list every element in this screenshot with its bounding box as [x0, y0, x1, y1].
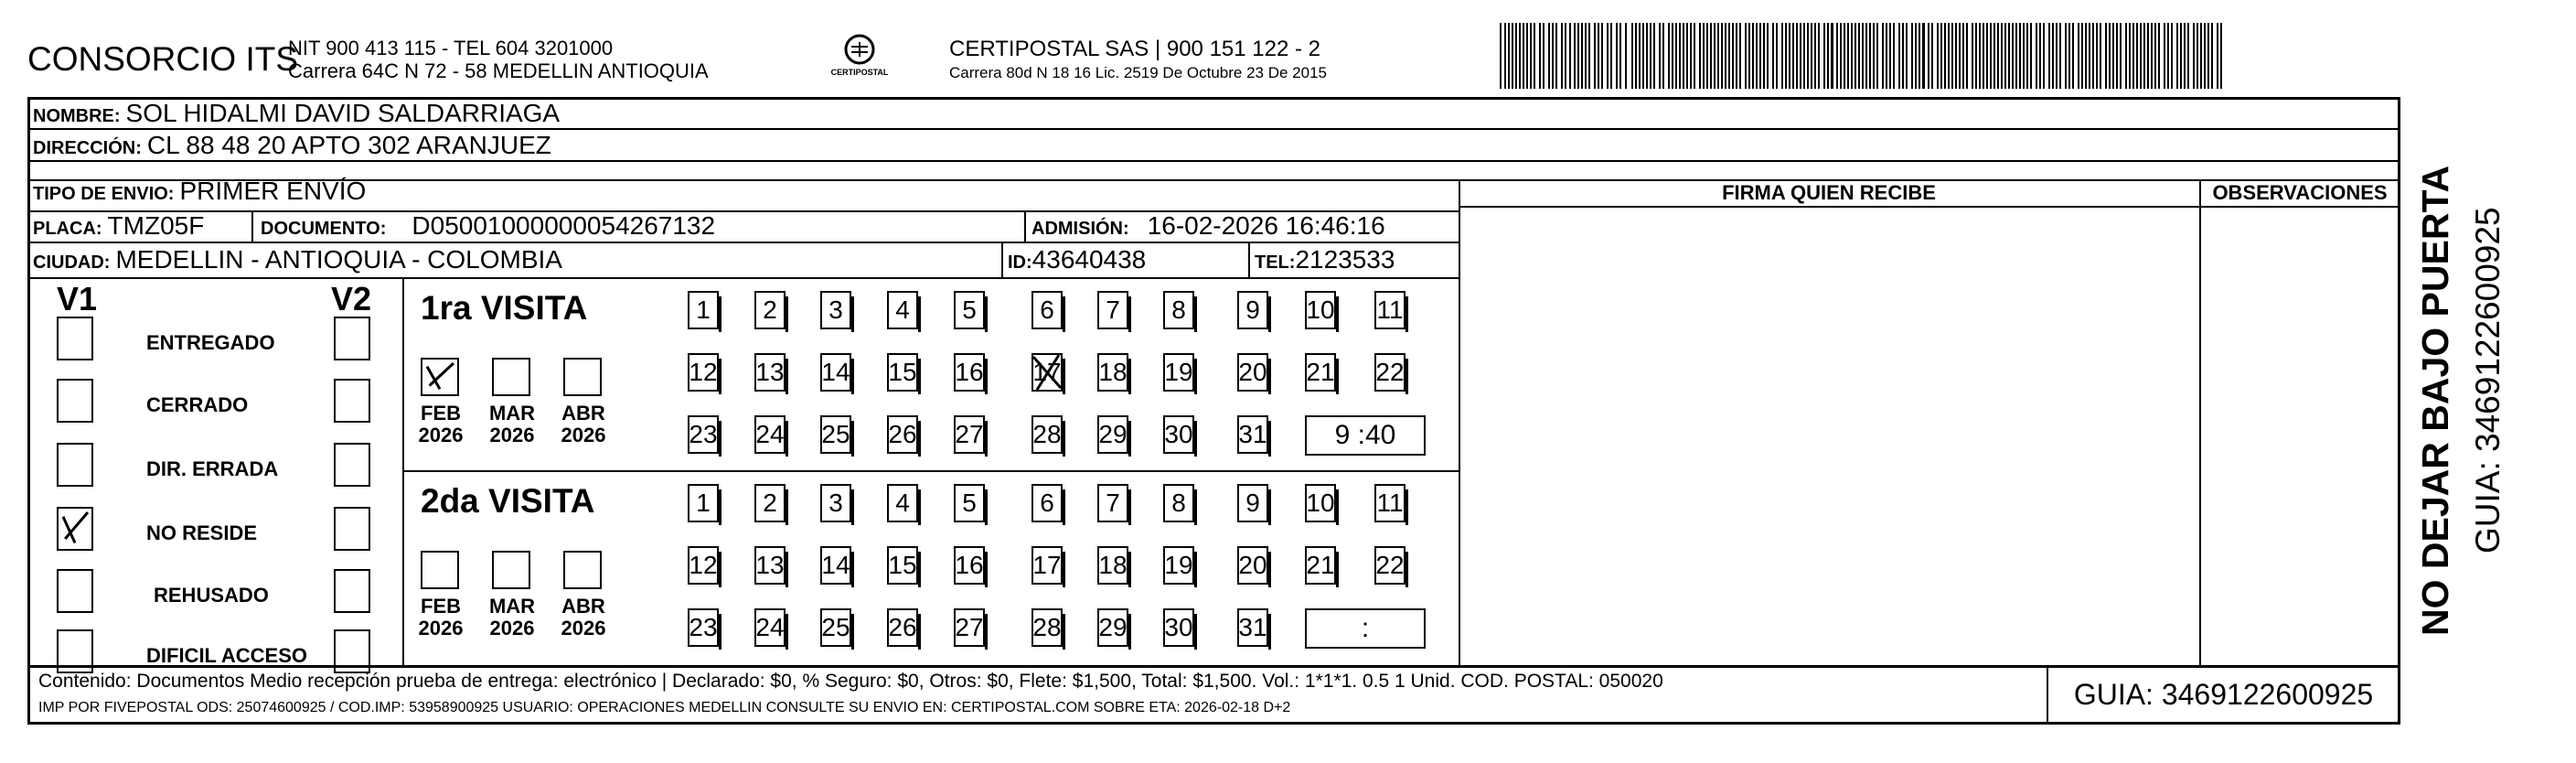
visit-0-month-0: FEB 2026 — [418, 402, 464, 446]
documento-value: D05001000000054267132 — [412, 211, 716, 240]
visit-1-day-18[interactable]: 18 — [1097, 546, 1128, 585]
visit-1-day-11[interactable]: 11 — [1374, 484, 1406, 522]
tel-field — [1255, 245, 1395, 274]
visit-1-day-30[interactable]: 30 — [1163, 608, 1194, 647]
visit-1-month-2: ABR 2026 — [561, 595, 606, 639]
visit-0-day-12[interactable]: 12 — [688, 353, 719, 392]
id-label: ID: — [1008, 253, 1032, 273]
visit-0-day-22[interactable]: 22 — [1374, 353, 1406, 392]
visit-1-day-10[interactable]: 10 — [1305, 484, 1336, 522]
visit-1-month-0: FEB 2026 — [418, 595, 464, 639]
company-nit: NIT 900 413 115 - TEL 604 3201000 — [288, 37, 614, 59]
admision-label: ADMISIÓN: — [1031, 219, 1129, 239]
visit-1-day-9[interactable]: 9 — [1237, 484, 1268, 522]
visit-0-day-26[interactable]: 26 — [887, 415, 918, 454]
v1-checkbox-3[interactable] — [57, 507, 93, 551]
check-mark-icon — [59, 509, 91, 549]
observaciones-header: OBSERVACIONES — [2212, 181, 2388, 204]
visit-1-day-3[interactable]: 3 — [820, 484, 851, 522]
visit-0-day-2[interactable]: 2 — [754, 291, 786, 329]
v2-checkbox-5[interactable] — [334, 629, 370, 673]
visit-0-day-31[interactable]: 31 — [1237, 415, 1268, 454]
visit-1-day-2[interactable]: 2 — [754, 484, 786, 522]
visit-1-day-20[interactable]: 20 — [1237, 546, 1268, 585]
v2-checkbox-1[interactable] — [334, 379, 370, 423]
id-value: 43640438 — [1031, 245, 1147, 274]
side-guia: GUIA: 3469122600925 — [2469, 207, 2507, 553]
visit-1-day-12[interactable]: 12 — [688, 546, 719, 585]
direccion-value: CL 88 48 20 APTO 302 ARANJUEZ — [146, 131, 551, 159]
tipo-value: PRIMER ENVÍO — [179, 177, 367, 205]
visit-0-day-4[interactable]: 4 — [887, 291, 918, 329]
visit-1-day-6[interactable]: 6 — [1031, 484, 1063, 522]
footer-contenido: Contenido: Documentos Medio recepción prueba de entrega: electrónico | Declarado: $0, % Seguro: $0, Otros: $0, Flete: $1,500, Total: $1,500. Vol.: 1*1*1. 0.5 1 Unid. COD. POSTAL: 050020 — [38, 671, 1663, 692]
visit-1-day-14[interactable]: 14 — [820, 546, 851, 585]
admision-field — [1031, 211, 1385, 241]
certipostal-logo-icon — [828, 29, 892, 89]
visit-0-day-13[interactable]: 13 — [754, 353, 786, 392]
firma-header: FIRMA QUIEN RECIBE — [1722, 181, 1936, 204]
visit-0-month-2: ABR 2026 — [561, 402, 606, 446]
footer-guia: GUIA: 3469122600925 — [2073, 678, 2374, 711]
v1-checkbox-5[interactable] — [57, 629, 93, 673]
visit-0-day-23[interactable]: 23 — [688, 415, 719, 454]
visit-1-day-28[interactable]: 28 — [1031, 608, 1063, 647]
placa-value: TMZ05F — [107, 211, 205, 240]
v1-checkbox-2[interactable] — [57, 443, 93, 487]
certipostal-address: Carrera 80d N 18 16 Lic. 2519 De Octubre 23 De 2015 — [949, 64, 1327, 81]
visit-0-month-checkbox-2[interactable] — [563, 358, 602, 396]
admision-value: 16-02-2026 16:46:16 — [1147, 211, 1385, 240]
placa-field — [33, 211, 204, 241]
v2-checkbox-4[interactable] — [334, 569, 370, 613]
visit-1-month-checkbox-0[interactable] — [421, 551, 459, 589]
visit-1-day-25[interactable]: 25 — [820, 608, 851, 647]
visit-1-day-24[interactable]: 24 — [754, 608, 786, 647]
visit-0-month-checkbox-1[interactable] — [492, 358, 530, 396]
visit-title-1: 2da VISITA — [421, 482, 595, 520]
barcode — [1500, 23, 2227, 89]
visit-0-day-28[interactable]: 28 — [1031, 415, 1063, 454]
svg-text:CERTIPOSTAL: CERTIPOSTAL — [830, 68, 889, 77]
v2-checkbox-3[interactable] — [334, 507, 370, 551]
nombre-field — [33, 99, 560, 128]
v1-checkbox-1[interactable] — [57, 379, 93, 423]
documento-label: DOCUMENTO: — [261, 219, 387, 239]
visit-1-day-7[interactable]: 7 — [1097, 484, 1128, 522]
tel-value: 2123533 — [1295, 245, 1395, 274]
visit-1-day-29[interactable]: 29 — [1097, 608, 1128, 647]
visit-1-day-26[interactable]: 26 — [887, 608, 918, 647]
status-label-0: ENTREGADO — [146, 331, 275, 354]
visit-1-day-22[interactable]: 22 — [1374, 546, 1406, 585]
visit-0-day-7[interactable]: 7 — [1097, 291, 1128, 329]
ciudad-field — [33, 245, 562, 274]
visit-1-day-21[interactable]: 21 — [1305, 546, 1336, 585]
visit-0-day-20[interactable]: 20 — [1237, 353, 1268, 392]
visit-0-day-11[interactable]: 11 — [1374, 291, 1406, 329]
visit-0-day-19[interactable]: 19 — [1163, 353, 1194, 392]
status-label-1: CERRADO — [146, 393, 249, 416]
visit-0-month-checkbox-0[interactable] — [421, 358, 459, 396]
status-label-2: DIR. ERRADA — [146, 457, 279, 480]
v1-header: V1 — [57, 280, 98, 317]
barcode-icon — [1500, 23, 2227, 89]
visit-1-day-17[interactable]: 17 — [1031, 546, 1063, 585]
visit-0-day-9[interactable]: 9 — [1237, 291, 1268, 329]
visit-1-day-8[interactable]: 8 — [1163, 484, 1194, 522]
v1-checkbox-0[interactable] — [57, 317, 93, 360]
visit-0-day-17[interactable]: 17 — [1031, 353, 1063, 392]
id-field — [1008, 245, 1146, 274]
visit-0-day-18[interactable]: 18 — [1097, 353, 1128, 392]
visit-1-day-15[interactable]: 15 — [887, 546, 918, 585]
tipo-field — [33, 177, 366, 206]
v2-checkbox-2[interactable] — [334, 443, 370, 487]
visit-0-day-27[interactable]: 27 — [954, 415, 985, 454]
visit-0-day-10[interactable]: 10 — [1305, 291, 1336, 329]
visit-title-0: 1ra VISITA — [421, 289, 588, 327]
visit-0-time[interactable]: 9 :40 — [1305, 415, 1426, 456]
ciudad-label: CIUDAD: — [33, 253, 111, 273]
visit-1-time[interactable]: : — [1305, 608, 1426, 649]
visit-1-day-13[interactable]: 13 — [754, 546, 786, 585]
check-mark-icon — [422, 360, 457, 394]
visit-0-day-6[interactable]: 6 — [1031, 291, 1063, 329]
visit-1-day-19[interactable]: 19 — [1163, 546, 1194, 585]
tipo-label: TIPO DE ENVIO: — [33, 184, 175, 204]
visit-0-day-29[interactable]: 29 — [1097, 415, 1128, 454]
status-label-5: DIFICIL ACCESO — [146, 644, 308, 667]
visit-1-month-checkbox-2[interactable] — [563, 551, 602, 589]
status-label-3: NO RESIDE — [146, 521, 258, 544]
tel-label: TEL: — [1255, 253, 1296, 273]
visit-0-day-15[interactable]: 15 — [887, 353, 918, 392]
v2-header: V2 — [331, 280, 372, 317]
visit-0-day-1[interactable]: 1 — [688, 291, 719, 329]
company-name: CONSORCIO ITS — [27, 40, 299, 78]
certipostal-logo — [828, 29, 892, 89]
visit-0-day-5[interactable]: 5 — [954, 291, 985, 329]
certipostal-line: CERTIPOSTAL SAS | 900 151 122 - 2 — [949, 37, 1320, 61]
visit-0-day-24[interactable]: 24 — [754, 415, 786, 454]
visit-0-day-14[interactable]: 14 — [820, 353, 851, 392]
visit-0-day-16[interactable]: 16 — [954, 353, 985, 392]
visit-1-day-27[interactable]: 27 — [954, 608, 985, 647]
nombre-label: NOMBRE: — [33, 106, 121, 126]
visit-0-month-1: MAR 2026 — [488, 402, 536, 446]
direccion-field — [33, 131, 551, 160]
visit-0-day-21[interactable]: 21 — [1305, 353, 1336, 392]
visit-1-month-checkbox-1[interactable] — [492, 551, 530, 589]
visit-0-day-30[interactable]: 30 — [1163, 415, 1194, 454]
company-address: Carrera 64C N 72 - 58 MEDELLIN ANTIOQUIA — [288, 59, 709, 82]
visit-1-day-31[interactable]: 31 — [1237, 608, 1268, 647]
v2-checkbox-0[interactable] — [334, 317, 370, 360]
ciudad-value: MEDELLIN - ANTIOQUIA - COLOMBIA — [115, 245, 562, 274]
observaciones-area[interactable] — [2204, 209, 2396, 662]
status-label-4: REHUSADO — [154, 584, 269, 607]
visit-1-day-1[interactable]: 1 — [688, 484, 719, 522]
direccion-label: DIRECCIÓN: — [33, 138, 142, 158]
no-dejar-bajo-puerta: NO DEJAR BAJO PUERTA — [2414, 165, 2456, 636]
visit-1-day-5[interactable]: 5 — [954, 484, 985, 522]
v1-checkbox-4[interactable] — [57, 569, 93, 613]
visit-0-day-3[interactable]: 3 — [820, 291, 851, 329]
placa-label: PLACA: — [33, 219, 102, 239]
visit-0-day-8[interactable]: 8 — [1163, 291, 1194, 329]
nombre-value: SOL HIDALMI DAVID SALDARRIAGA — [125, 99, 561, 127]
visit-1-month-1: MAR 2026 — [488, 595, 536, 639]
documento-field — [261, 211, 715, 241]
visit-1-day-23[interactable]: 23 — [688, 608, 719, 647]
footer-imp: IMP POR FIVEPOSTAL ODS: 25074600925 / COD.IMP: 53958900925 USUARIO: OPERACIONES MEDELLIN CONSULTE SU ENVIO EN: CERTIPOSTAL.COM SOBRE ETA: 2026-02-18 D+2 — [38, 700, 1291, 715]
visit-1-day-16[interactable]: 16 — [954, 546, 985, 585]
visit-1-day-4[interactable]: 4 — [887, 484, 918, 522]
visit-0-day-25[interactable]: 25 — [820, 415, 851, 454]
firma-area[interactable] — [1463, 209, 2195, 662]
